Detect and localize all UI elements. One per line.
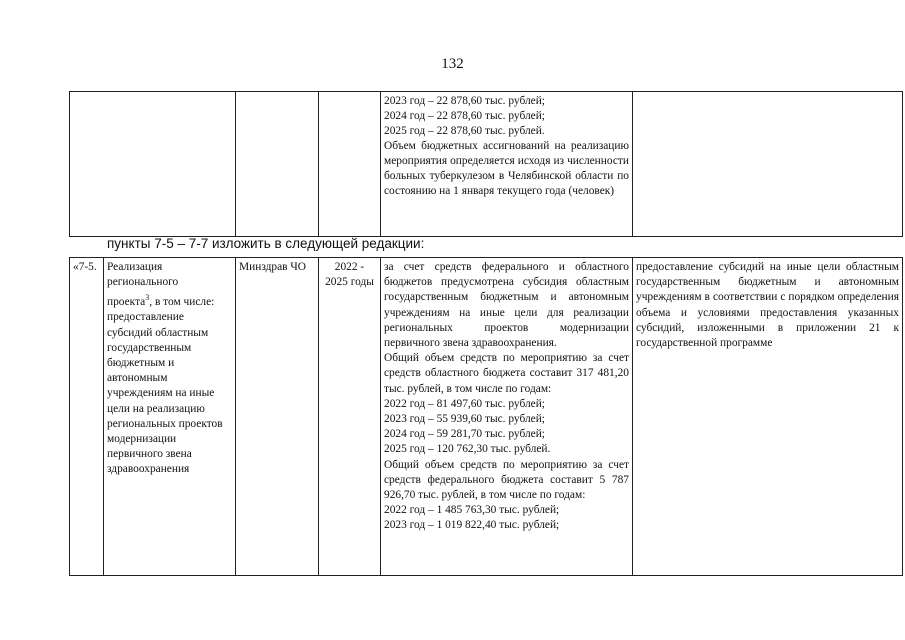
regional-budget-total: Общий объем средств по мероприятию за счет средств областного бюджета составит 317 481,20 тыс. рублей, в том числе по годам: — [384, 352, 629, 395]
year-line: 2024 год – 59 281,70 тыс. рублей; — [384, 428, 545, 441]
footnote-marker: 3 — [145, 293, 150, 303]
page-number: 132 — [441, 56, 464, 72]
period-cell: 2022 - 2025 годы — [319, 258, 381, 576]
year-line: 2025 год – 22 878,60 тыс. рублей. — [384, 125, 545, 137]
top-cell-empty-2 — [236, 92, 319, 237]
main-table — [69, 257, 903, 576]
funding-intro: за счет средств федерального и областного бюджетов предусмотрена субсидия областным государственным бюджетным и автономным учреждениям на иные цели для реализации региональных проектов модернизации первичного звена здравоохранения. — [384, 261, 629, 350]
year-line: 2025 год – 120 762,30 тыс. рублей. — [384, 443, 551, 456]
row-number: «7-5. — [70, 258, 104, 576]
top-cell-empty-5 — [633, 92, 903, 237]
year-line: 2023 год – 1 019 822,40 тыс. рублей; — [384, 519, 560, 532]
year-line: 2022 год – 81 497,60 тыс. рублей; — [384, 397, 545, 410]
year-line: 2024 год – 22 878,60 тыс. рублей; — [384, 110, 545, 122]
mechanism-cell: предоставление субсидий на иные цели областным государственным бюджетным и автономным учреждениям в соответствии с порядком определения объема и условиями предоставления указанных субсидий, изложенными в приложении 21 к государственной программе — [633, 258, 903, 576]
year-line: 2023 год – 22 878,60 тыс. рублей; — [384, 95, 545, 107]
activity-description: предоставление субсидий областным государственным бюджетным и автономным учреждениям на иные цели на реализацию региональных проектов модернизации первичного звена здравоохранения — [107, 311, 223, 476]
top-cell-empty-3 — [319, 92, 381, 237]
allocation-paragraph: Объем бюджетных ассигнований на реализацию мероприятия определяется исходя из численности больных туберкулезом в Челябинской области по состоянию на 1 января текущего года (человек) — [384, 140, 629, 197]
federal-budget-total: Общий объем средств по мероприятию за счет средств федерального бюджета составит 5 787 926,70 тыс. рублей, в том числе по годам: — [384, 458, 629, 502]
activity-name-line: Реализация регионального — [107, 261, 179, 289]
activity-name-line — [107, 290, 232, 310]
funding-cell — [381, 258, 633, 576]
table-row — [70, 258, 903, 576]
activity-name-suffix: , в том числе: — [149, 296, 215, 309]
top-funding-cell — [381, 92, 633, 237]
activity-project-word: проекта — [107, 296, 146, 309]
top-cell-empty-1 — [70, 92, 236, 237]
year-line: 2023 год – 55 939,60 тыс. рублей; — [384, 413, 545, 426]
section-heading: пункты 7-5 – 7-7 изложить в следующей редакции: — [107, 236, 425, 251]
year-line: 2022 год – 1 485 763,30 тыс. рублей; — [384, 504, 560, 517]
activity-name-cell — [104, 258, 236, 576]
top-table — [69, 91, 903, 237]
executor-cell: Минздрав ЧО — [236, 258, 319, 576]
